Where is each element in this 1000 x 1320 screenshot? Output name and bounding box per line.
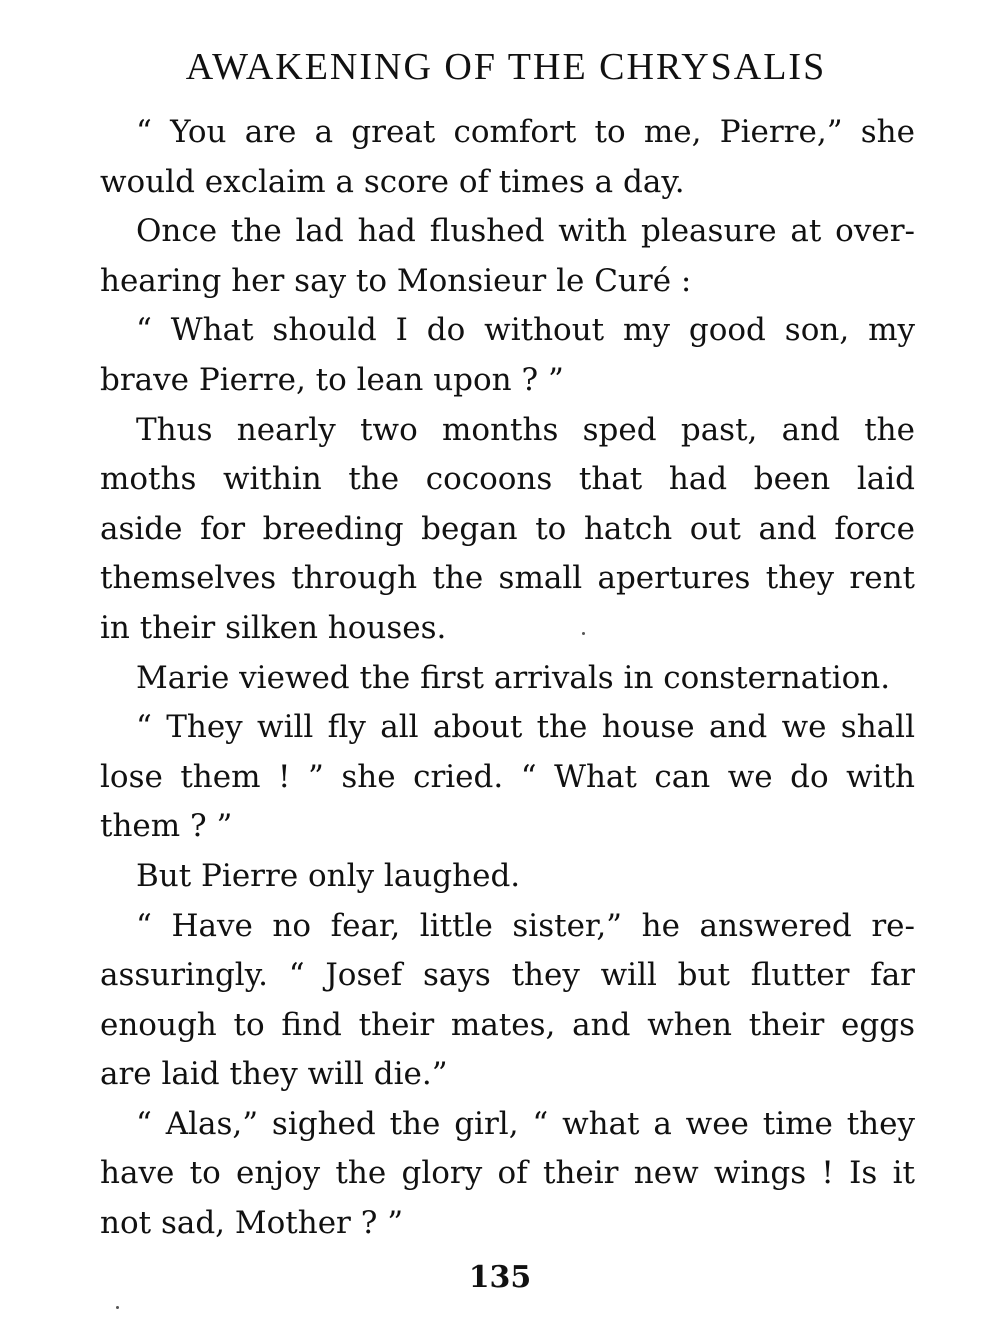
text-line: are laid they will die.” — [100, 1056, 448, 1093]
text-line: Marie viewed the first arrivals in consternation. — [136, 659, 891, 696]
text-line: not sad, Mother ? ” — [100, 1205, 404, 1242]
text-line: “ You are a great comfort to me, Pierre,” she — [136, 114, 915, 150]
text-line: moths within the cocoons that had been laid — [100, 461, 915, 498]
running-head: AWAKENING OF THE CHRYSALIS — [185, 46, 827, 88]
text-line: “ Have no fear, little sister,” he answered re- — [136, 907, 915, 944]
text-line: Once the lad had flushed with pleasure at over- — [136, 213, 915, 250]
text-line: But Pierre only laughed. — [136, 857, 521, 894]
text-line: assuringly. “ Josef says they will but flutter far — [100, 957, 915, 994]
text-line: hearing her say to Monsieur le Curé : — [100, 262, 692, 299]
text-line: have to enjoy the glory of their new wings ! Is it — [100, 1155, 915, 1192]
text-line: in their silken houses. — [100, 609, 447, 646]
text-line: “ They will fly all about the house and we shall — [136, 709, 915, 746]
text-line: lose them ! ” she cried. “ What can we do with — [100, 758, 915, 795]
text-line: themselves through the small apertures they rent — [100, 560, 915, 597]
text-line: enough to find their mates, and when their eggs — [100, 1006, 915, 1043]
text-line: aside for breeding began to hatch out and force — [100, 510, 915, 547]
text-line: brave Pierre, to lean upon ? ” — [100, 361, 564, 398]
text-line: “ Alas,” sighed the girl, “ what a wee time they — [136, 1105, 915, 1142]
text-line: them ? ” — [100, 808, 233, 845]
page-number: 135 — [468, 1260, 532, 1295]
text-line: “ What should I do without my good son, my — [136, 312, 915, 349]
print-speck — [116, 1306, 119, 1309]
body-text — [100, 108, 915, 1249]
text-line: would exclaim a score of times a day. — [100, 163, 685, 200]
text-line: Thus nearly two months sped past, and the — [136, 411, 915, 448]
print-speck — [582, 632, 585, 635]
